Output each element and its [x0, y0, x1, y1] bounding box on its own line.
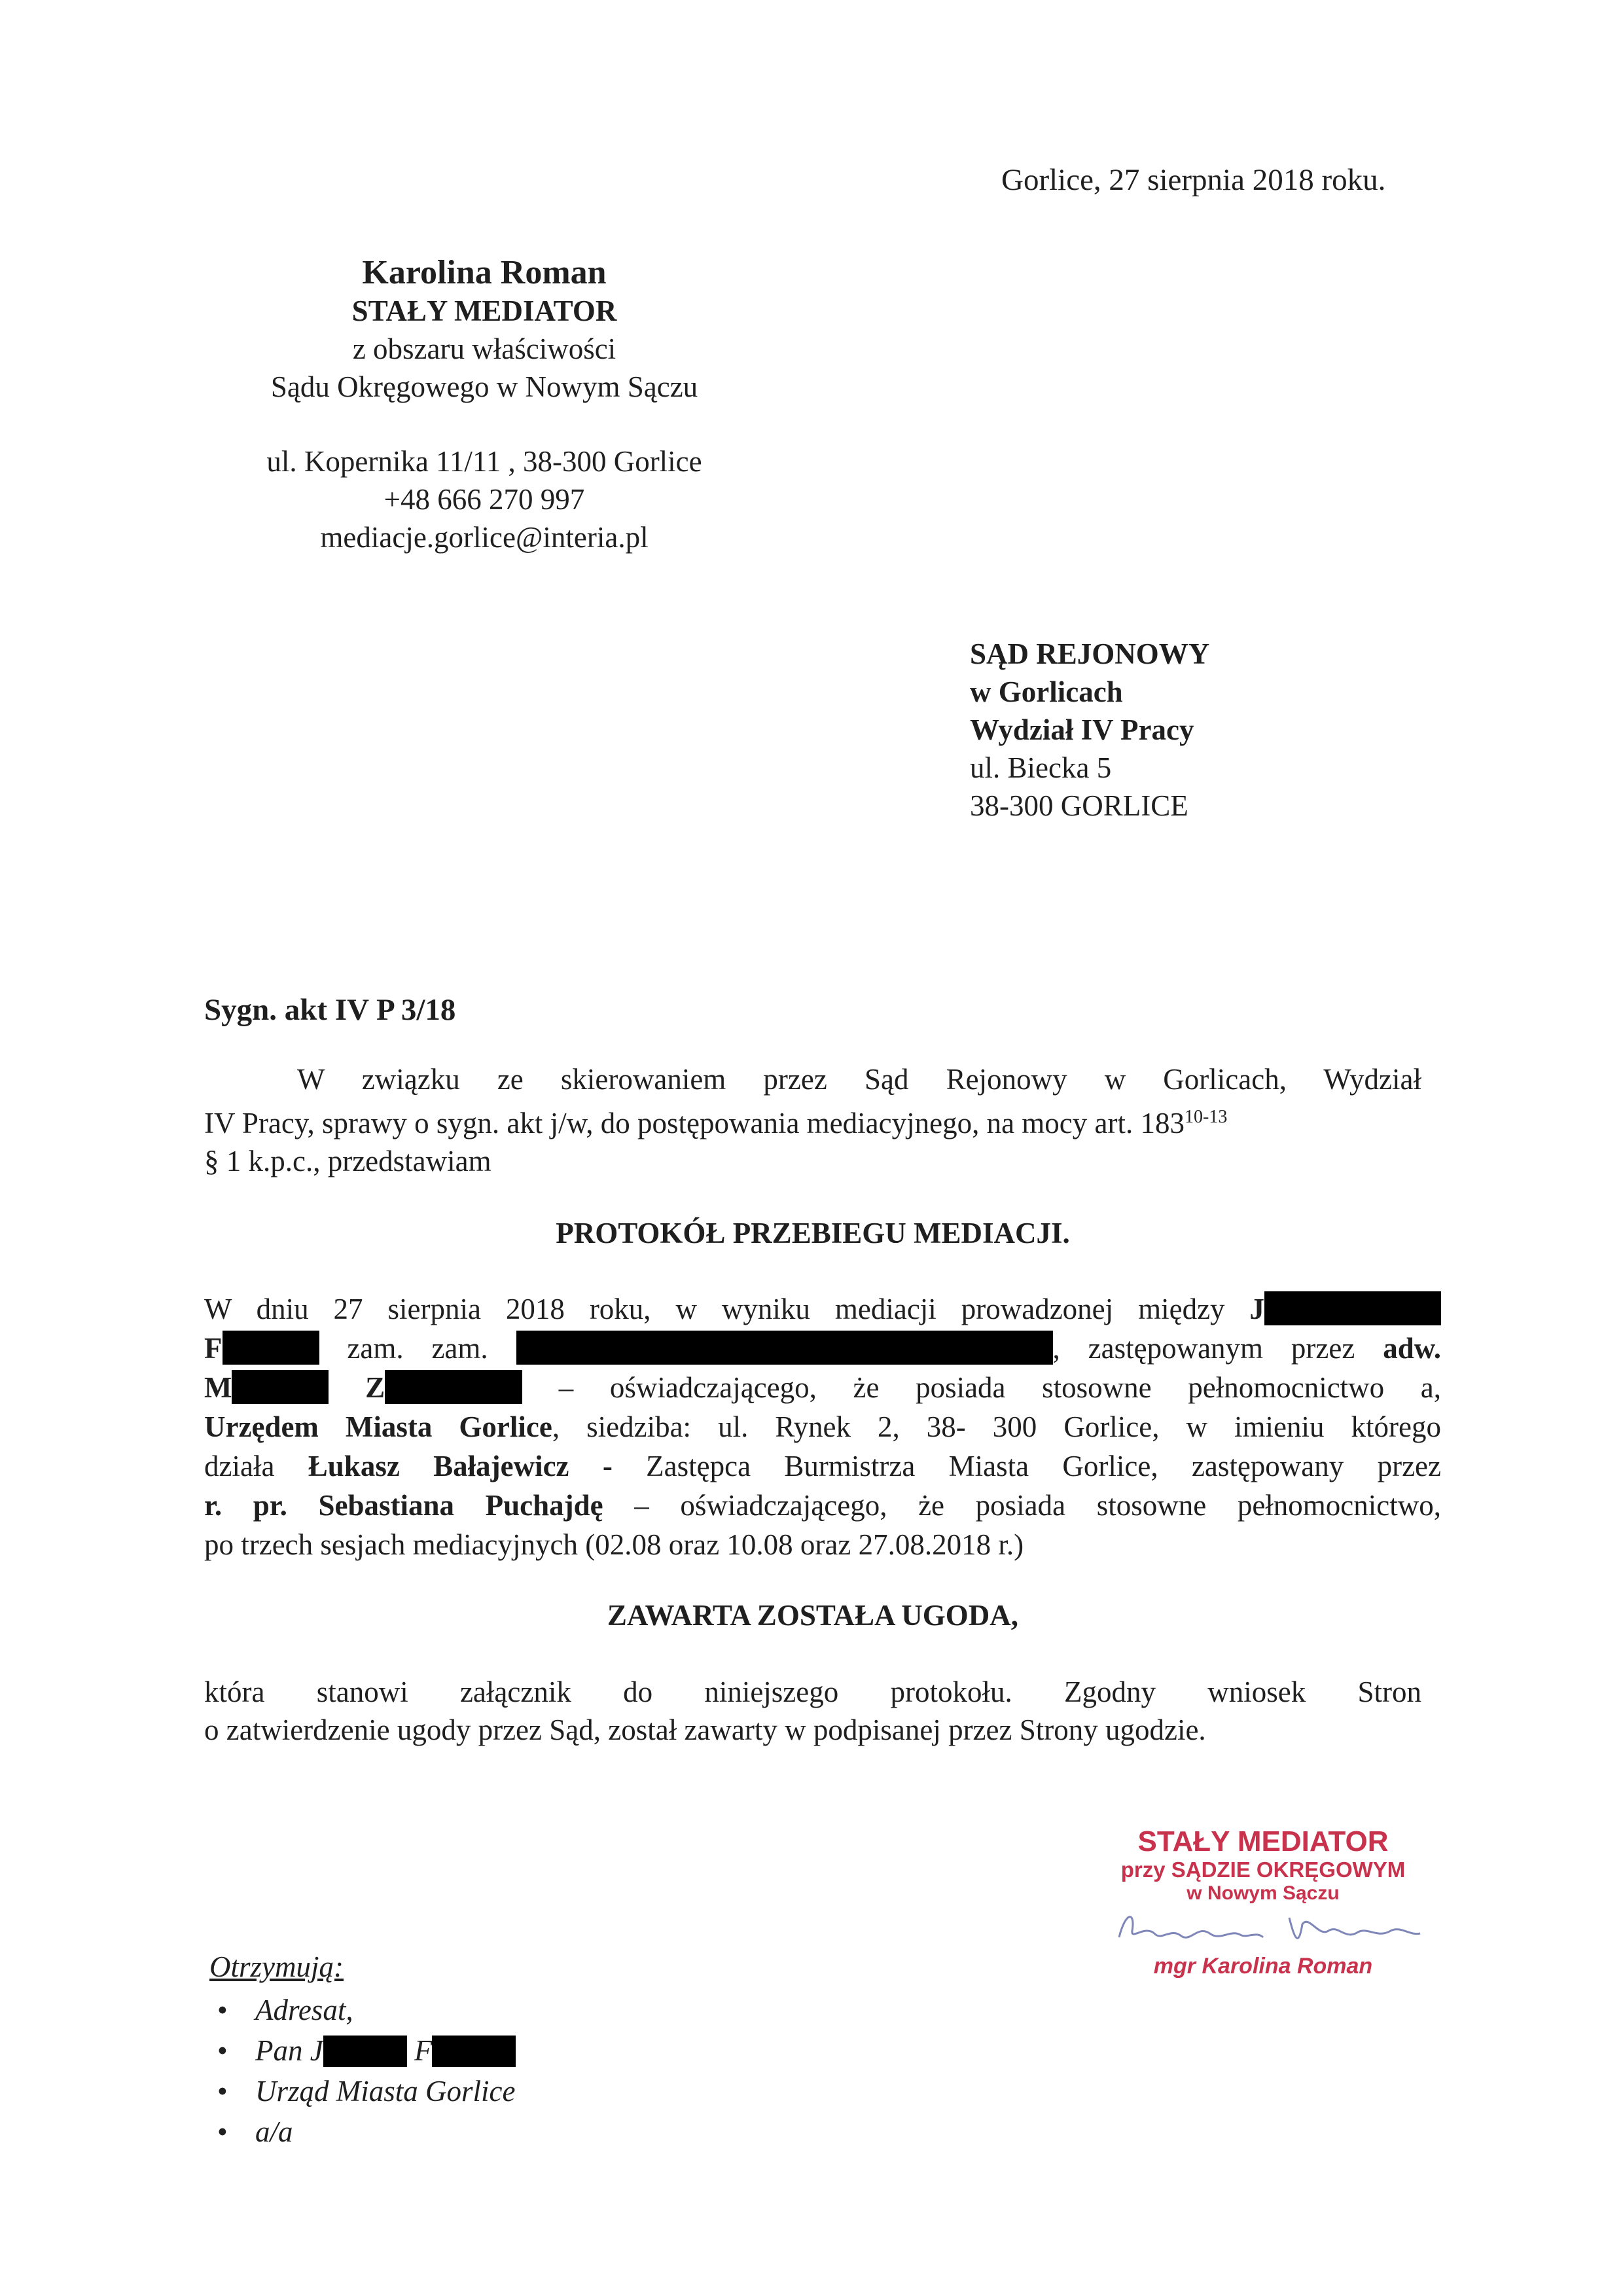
attorney-initial: Z — [365, 1371, 385, 1404]
body-line2-mid: zam. zam. — [347, 1332, 488, 1365]
body-line3 — [204, 1368, 1441, 1407]
closing-paragraph — [204, 1673, 1421, 1749]
recipient-initial: F — [414, 2034, 433, 2067]
body-line1-text: W dniu 27 sierpnia 2018 roku, w wyniku mediacji prowadzonej między — [204, 1293, 1225, 1325]
recipient-initial: J — [310, 2034, 323, 2067]
attorney-initial: M — [204, 1371, 232, 1404]
mediator-stamp — [1080, 1826, 1446, 1979]
stamp-line1: STAŁY MEDIATOR — [1137, 1825, 1389, 1857]
body-line2 — [204, 1329, 1441, 1368]
body-line1 — [204, 1289, 1441, 1329]
protocol-body — [204, 1289, 1441, 1564]
recipient-postal: 38-300 GORLICE — [970, 789, 1188, 822]
recipients-header: Otrzymują: — [209, 1950, 344, 1983]
recipient-division: Wydział IV Pracy — [970, 713, 1194, 746]
party-initial: F — [204, 1332, 223, 1365]
intro-line1: W związku ze skierowaniem przez Sąd Rejonowy w Gorlicach, Wydział — [297, 1063, 1421, 1096]
protocol-heading: PROTOKÓŁ PRZEBIEGU MEDIACJI. — [556, 1217, 1070, 1249]
body-line5-pre: działa — [204, 1450, 275, 1482]
redaction-box — [232, 1370, 329, 1404]
recipient-item: • Adresat, — [255, 1990, 516, 2030]
recipients-list — [209, 1946, 516, 2152]
stamp-line2: przy SĄDZIE OKRĘGOWYM — [1120, 1857, 1406, 1882]
sender-email: mediacje.gorlice@interia.pl — [320, 521, 649, 554]
intro-paragraph — [204, 1060, 1421, 1180]
body-line4 — [204, 1407, 1441, 1446]
recipient-city: w Gorlicach — [970, 675, 1123, 708]
body-line6 — [204, 1486, 1441, 1525]
stamp-line3: w Nowym Sączu — [1186, 1882, 1340, 1904]
closing-line2: o zatwierdzenie ugody przez Sąd, został zawarty w podpisanej przez Strony ugodzie. — [204, 1713, 1206, 1746]
sender-area-line2: Sądu Okręgowego w Nowym Sączu — [270, 370, 698, 403]
case-reference: Sygn. akt IV P 3/18 — [204, 993, 456, 1027]
party-initial: J — [1249, 1293, 1265, 1325]
body-line5-bold: Łukasz Bałajewicz - — [308, 1450, 613, 1482]
body-line2-bold: adw. — [1383, 1332, 1442, 1365]
redaction-box — [516, 1331, 1053, 1365]
redaction-box — [223, 1331, 319, 1365]
sender-phone: +48 666 270 997 — [383, 483, 585, 516]
redaction-box — [432, 2036, 516, 2067]
body-line6-bold: r. pr. Sebastiana Puchajdę — [204, 1489, 603, 1522]
redaction-box — [1264, 1291, 1441, 1325]
recipient-item: • a/a — [255, 2111, 516, 2152]
article-superscript: 10-13 — [1185, 1107, 1228, 1127]
redaction-box — [323, 2036, 407, 2067]
stamp-line4: mgr Karolina Roman — [1153, 1954, 1373, 1979]
document-date: Gorlice, 27 sierpnia 2018 roku. — [1001, 163, 1386, 197]
sender-area-line1: z obszaru właściwości — [352, 332, 616, 365]
agreement-heading: ZAWARTA ZOSTAŁA UGODA, — [607, 1599, 1019, 1632]
recipient-street: ul. Biecka 5 — [970, 751, 1112, 784]
redaction-box — [385, 1370, 522, 1404]
sender-address: ul. Kopernika 11/11 , 38-300 Gorlice — [266, 445, 702, 478]
recipient-item — [255, 2030, 516, 2071]
sender-block — [196, 254, 772, 556]
body-line5-text: Zastępca Burmistrza Miasta Gorlice, zastępowany przez — [646, 1450, 1441, 1482]
signature-icon — [1099, 1905, 1427, 1950]
sender-title: STAŁY MEDIATOR — [351, 295, 617, 327]
sender-name: Karolina Roman — [362, 254, 607, 291]
intro-line2 — [204, 1098, 1421, 1142]
intro-line3: § 1 k.p.c., przedstawiam — [204, 1145, 491, 1177]
body-line5 — [204, 1446, 1441, 1486]
intro-line2-text: IV Pracy, sprawy o sygn. akt j/w, do postępowania mediacyjnego, na mocy art. 183 — [204, 1107, 1185, 1139]
recipient-block — [970, 635, 1209, 825]
recipient-court: SĄD REJONOWY — [970, 637, 1210, 670]
body-line2-end: , zastępowanym przez — [1052, 1332, 1355, 1365]
recipient-item: • Urząd Miasta Gorlice — [255, 2071, 516, 2111]
body-line7: po trzech sesjach mediacyjnych (02.08 oraz 10.08 oraz 27.08.2018 r.) — [204, 1528, 1024, 1561]
body-line6-text: – oświadczającego, że posiada stosowne pełnomocnictwo, — [634, 1489, 1441, 1522]
closing-line1: która stanowi załącznik do niniejszego protokołu. Zgodny wniosek Stron — [204, 1676, 1421, 1708]
recipient-prefix: Pan — [255, 2034, 303, 2067]
body-line4-text: , siedziba: ul. Rynek 2, 38- 300 Gorlice, w imieniu którego — [552, 1410, 1441, 1443]
body-line4-bold: Urzędem Miasta Gorlice — [204, 1410, 552, 1443]
body-line3-text: – oświadczającego, że posiada stosowne pełnomocnictwo a, — [558, 1371, 1441, 1404]
